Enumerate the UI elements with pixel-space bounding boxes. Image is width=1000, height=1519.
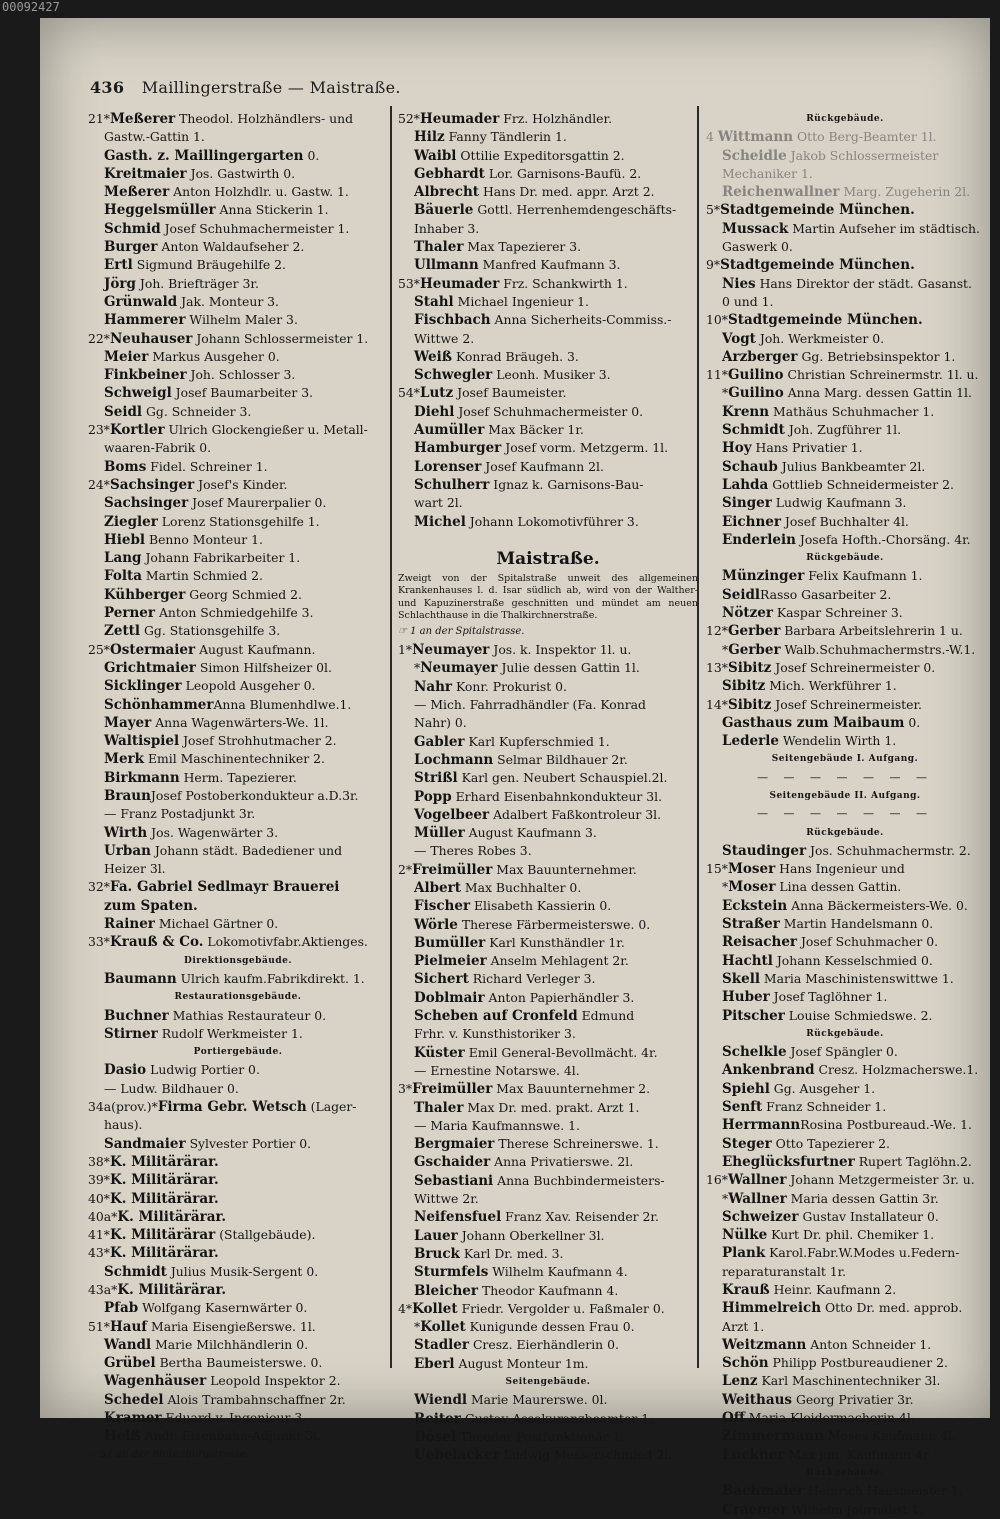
cross-reference: ☞ 51 an der Blutenburgstrasse. <box>88 1448 249 1460</box>
directory-entry: SchönhammerAnna Blumenhdlwe.1. <box>104 696 352 713</box>
directory-entry: 16*Wallner Johann Metzgermeister 3r. u. <box>706 1172 975 1189</box>
directory-entry: Urban Johann städt. Badediener und <box>104 842 343 859</box>
directory-entry: 43*K. Militärärar. <box>88 1245 219 1262</box>
directory-entry: *Moser Lina dessen Gattin. <box>722 879 902 896</box>
directory-entry: 15*Moser Hans Ingenieur und <box>706 861 905 878</box>
directory-entry: Singer Ludwig Kaufmann 3. <box>722 495 907 512</box>
directory-entry: Scheidle Jakob Schlossermeister <box>722 147 939 164</box>
directory-entry: 10*Stadtgemeinde München. <box>706 312 923 329</box>
directory-entry: Zimmermann Moses Kaufmann 4l. <box>722 1428 957 1445</box>
directory-entry: Inhaber 3. <box>414 220 480 236</box>
directory-entry: Sichert Richard Verleger 3. <box>414 971 596 988</box>
directory-entry: Senft Franz Schneider 1. <box>722 1099 887 1116</box>
directory-entry: Grichtmaier Simon Hilfsheizer 0l. <box>104 659 332 676</box>
street-heading: Maistraße. <box>496 548 600 569</box>
directory-entry: Schmidt Julius Musik-Sergent 0. <box>104 1263 319 1280</box>
building-section-label: Rückgebäude. <box>806 1028 884 1039</box>
directory-entry: Mayer Anna Wagenwärters-We. 1l. <box>104 714 329 731</box>
directory-entry: Schön Philipp Postbureaudiener 2. <box>722 1355 948 1372</box>
directory-entry: Spiehl Gg. Ausgeher 1. <box>722 1080 876 1097</box>
directory-entry: Gebhardt Lor. Garnisons-Baufü. 2. <box>414 165 642 182</box>
directory-entry: Hoy Hans Privatier 1. <box>722 440 863 457</box>
directory-entry: — Mich. Fahrradhändler (Fa. Konrad <box>414 697 646 713</box>
directory-entry: Arzt 1. <box>722 1318 765 1334</box>
directory-entry: Lorenser Josef Kaufmann 2l. <box>414 458 604 475</box>
directory-entry: Schmidt Joh. Zugführer 1l. <box>722 422 902 439</box>
directory-entry: Reisacher Josef Schuhmacher 0. <box>722 934 939 951</box>
building-section-label: Restaurationsgebäude. <box>174 992 302 1003</box>
directory-entry: 40a*K. Militärärar. <box>88 1208 227 1225</box>
directory-entry: 52*Heumader Frz. Holzhändler. <box>398 111 613 127</box>
directory-entry: Eckstein Anna Bäckermeisters-We. 0. <box>722 897 968 914</box>
directory-entry: Ertl Sigmund Bräugehilfe 2. <box>104 257 286 274</box>
directory-entry: Schaub Julius Bankbeamter 2l. <box>722 458 926 475</box>
directory-entry: SeidlRasso Gasarbeiter 2. <box>722 586 892 603</box>
directory-entry: 53*Heumader Frz. Schankwirth 1. <box>398 275 628 292</box>
directory-entry: Wörle Therese Färbermeisterswe. 0. <box>414 916 651 933</box>
directory-entry: Reichenwallner Marg. Zugeherin 2l. <box>722 184 971 201</box>
building-section-label: Seitengebäude I. Aufgang. <box>771 754 919 765</box>
directory-entry: 25*Ostermaier August Kaufmann. <box>88 641 316 658</box>
building-section-label: Rückgebäude. <box>806 114 884 124</box>
directory-entry: Ankenbrand Cresz. Holzmacherswe.1. <box>722 1062 979 1079</box>
directory-entry: BraunJosef Postoberkondukteur a.D.3r. <box>104 787 359 804</box>
directory-entry: 54*Lutz Josef Baumeister. <box>398 385 567 402</box>
directory-entry: — Ernestine Notarswe. 4l. <box>414 1062 580 1078</box>
directory-entry: Waltispiel Josef Strohhutmacher 2. <box>104 733 337 750</box>
directory-entry: Nahr Konr. Prokurist 0. <box>414 678 567 695</box>
scan-id: 00092427 <box>2 0 60 14</box>
building-section-label: Seitengebäude. <box>505 1377 591 1387</box>
column-1 <box>88 110 388 1464</box>
directory-entry: Mussack Martin Aufseher im städtisch. <box>722 220 980 237</box>
directory-entry: Sibitz Mich. Werkführer 1. <box>722 678 897 695</box>
directory-entry: Eichner Josef Buchhalter 4l. <box>722 513 909 530</box>
directory-entry: 4*Kollet Friedr. Vergolder u. Faßmaler 0. <box>398 1300 665 1317</box>
directory-entry: reparaturanstalt 1r. <box>722 1263 847 1279</box>
separator: — — — — — — — <box>757 770 933 784</box>
directory-entry: — Theres Robes 3. <box>414 843 532 859</box>
directory-entry: 14*Sibitz Josef Schreinermeister. <box>706 696 922 713</box>
directory-entry: Wittwe 2. <box>414 330 475 346</box>
directory-entry: Himmelreich Otto Dr. med. approb. <box>722 1300 963 1317</box>
column-divider <box>390 106 392 1368</box>
directory-entry: Strißl Karl gen. Neubert Schauspiel.2l. <box>414 770 668 787</box>
directory-entry: Sebastiani Anna Buchbindermeisters- <box>414 1172 665 1189</box>
directory-entry: Albert Max Buchhalter 0. <box>414 879 582 896</box>
directory-entry: Neifensfuel Franz Xav. Reisender 2r. <box>414 1209 659 1226</box>
directory-entry: Buchner Mathias Restaurateur 0. <box>104 1007 327 1024</box>
page-header <box>90 78 401 97</box>
directory-entry: Plank Karol.Fabr.W.Modes u.Federn- <box>722 1245 960 1262</box>
directory-entry: 21*Meßerer Theodol. Holzhändlers- und <box>88 111 354 127</box>
directory-entry: 11*Guilino Christian Schreinermstr. 1l. u. <box>706 367 979 384</box>
directory-entry: Ullmann Manfred Kaufmann 3. <box>414 257 621 274</box>
directory-entry: *Wallner Maria dessen Gattin 3r. <box>722 1190 939 1207</box>
directory-entry: Sturmfels Wilhelm Kaufmann 4. <box>414 1264 628 1281</box>
directory-entry: Dösel Theodor Postfunktionär 1. <box>414 1428 625 1445</box>
directory-entry: Schmid Josef Schuhmachermeister 1. <box>104 220 350 237</box>
directory-entry: Wirth Jos. Wagenwärter 3. <box>104 824 279 841</box>
cross-reference: ☞ 1 an der Spitalstrasse. <box>398 625 525 637</box>
directory-entry: Luckner Max jun. Kaufmann 4r. <box>722 1446 932 1463</box>
directory-entry: Krenn Mathäus Schuhmacher 1. <box>722 403 935 420</box>
directory-entry: Stadler Cresz. Eierhändlerin 0. <box>414 1337 619 1354</box>
directory-entry: Stirner Rudolf Werkmeister 1. <box>104 1025 303 1042</box>
directory-entry: Lochmann Selmar Bildhauer 2r. <box>414 751 628 768</box>
directory-entry: Birkmann Herm. Tapezierer. <box>104 769 297 786</box>
directory-entry: Doblmair Anton Papierhändler 3. <box>414 989 635 1006</box>
directory-entry: Seidl Gg. Schneider 3. <box>104 403 252 420</box>
page-number: 436 <box>90 78 125 97</box>
building-section-label: Rückgebäude. <box>806 1467 884 1478</box>
directory-entry: HerrmannRosina Postbureaud.-We. 1. <box>722 1117 972 1134</box>
directory-entry: Weiß Konrad Bräugeh. 3. <box>414 348 579 365</box>
directory-entry: Fischer Elisabeth Kassierin 0. <box>414 898 612 915</box>
directory-entry: Thaler Max Dr. med. prakt. Arzt 1. <box>414 1099 640 1116</box>
directory-entry: Nies Hans Direktor der städt. Gasanst. <box>722 275 972 292</box>
directory-entry: Heiß Andr. Eisenbahn-Adjunkt 3l. <box>104 1428 322 1445</box>
directory-entry: Münzinger Felix Kaufmann 1. <box>722 568 923 585</box>
building-section-label: Seitengebäude II. Aufgang. <box>769 790 921 801</box>
directory-entry: Bäuerle Gottl. Herrenhemdengeschäfts- <box>414 202 677 219</box>
directory-entry: 34a(prov.)*Firma Gebr. Wetsch (Lager- <box>88 1099 357 1116</box>
directory-entry: Meßerer Anton Holzhdlr. u. Gastw. 1. <box>104 184 349 201</box>
directory-entry: Jörg Joh. Briefträger 3r. <box>104 275 259 292</box>
directory-entry: Gabler Karl Kupferschmied 1. <box>414 733 610 750</box>
directory-entry: Schulherr Ignaz k. Garnisons-Bau- <box>414 476 644 493</box>
directory-entry: Schelkle Josef Spängler 0. <box>722 1044 898 1061</box>
page-title: Maillingerstraße — Maistraße. <box>141 78 401 97</box>
directory-entry: Staudinger Jos. Schuhmachermstr. 2. <box>722 842 971 859</box>
directory-entry: Weitzmann Anton Schneider 1. <box>722 1336 932 1353</box>
directory-entry: 32*Fa. Gabriel Sedlmayr Brauerei <box>88 879 340 896</box>
directory-entry: — Franz Postadjunkt 3r. <box>104 806 256 822</box>
directory-entry: Waibl Ottilie Expeditorsgattin 2. <box>414 147 625 164</box>
directory-entry: Reiter Gustav Assekuranzbeamter 1. <box>414 1410 654 1427</box>
directory-entry: Gschaider Anna Privatierswe. 2l. <box>414 1154 634 1171</box>
directory-entry: Schedel Alois Trambahnschaffner 2r. <box>104 1391 346 1408</box>
directory-entry: Bergmaier Therese Schreinerswe. 1. <box>414 1136 659 1153</box>
directory-entry: Pielmeier Anselm Mehlagent 2r. <box>414 953 629 970</box>
directory-entry: Wagenhäuser Leopold Inspektor 2. <box>104 1373 341 1390</box>
directory-entry: Lederle Wendelin Wirth 1. <box>722 733 897 750</box>
directory-entry: Gasth. z. Maillingergarten 0. <box>104 147 320 164</box>
directory-entry: 33*Krauß & Co. Lokomotivfabr.Aktienges. <box>88 934 368 951</box>
building-section-label: Portiergebäude. <box>193 1047 283 1058</box>
directory-entry: Zettl Gg. Stationsgehilfe 3. <box>104 623 281 640</box>
directory-entry: 2*Freimüller Max Bauunternehmer. <box>398 861 637 878</box>
directory-entry: Off Maria Kleidermacherin 4l. <box>722 1410 915 1427</box>
directory-entry: Gasthaus zum Maibaum 0. <box>722 714 921 731</box>
directory-entry: 38*K. Militärärar. <box>88 1153 219 1170</box>
building-section-label: Direktionsgebäude. <box>184 955 292 966</box>
directory-entry: Küster Emil General-Bevollmächt. 4r. <box>414 1044 658 1061</box>
directory-entry: Sandmaier Sylvester Portier 0. <box>104 1135 312 1152</box>
directory-entry: Lahda Gottlieb Schneidermeister 2. <box>722 476 954 493</box>
directory-entry: 22*Neuhauser Johann Schlossermeister 1. <box>88 330 369 347</box>
directory-entry: Steger Otto Tapezierer 2. <box>722 1135 890 1152</box>
directory-entry: *Neumayer Julie dessen Gattin 1l. <box>414 660 640 677</box>
directory-entry: Fischbach Anna Sicherheits-Commiss.- <box>414 312 672 329</box>
directory-entry: 51*Hauf Maria Eisengießerswe. 1l. <box>88 1318 316 1335</box>
directory-entry: Stahl Michael Ingenieur 1. <box>414 293 589 310</box>
directory-entry: Kramer Eduard v. Ingenieur 3. <box>104 1410 307 1427</box>
directory-entry: Bachmaier Heinrich Hausmeister 1. <box>722 1483 963 1500</box>
directory-entry: Grünwald Jak. Monteur 3. <box>104 293 279 310</box>
directory-entry: Vogelbeer Adalbert Faßkontroleur 3l. <box>414 806 662 823</box>
directory-entry: Frhr. v. Kunsthistoriker 3. <box>414 1026 576 1042</box>
directory-entry: Rainer Michael Gärtner 0. <box>104 916 279 933</box>
street-description: Zweigt von der Spitalstraße unweit des allgemeinen Krankenhauses l. d. Isar südlich ab, wird von der Walther- und Kapuzinerstraße geschnitten und mündet am neuen Schlachthause in die Thalkirchnerstraße. <box>398 572 698 622</box>
directory-entry: Heizer 3l. <box>104 861 166 877</box>
directory-entry: Kühberger Georg Schmied 2. <box>104 586 302 603</box>
directory-entry: Schweizer Gustav Installateur 0. <box>722 1208 939 1225</box>
directory-entry: Pfab Wolfgang Kasernwärter 0. <box>104 1300 308 1317</box>
directory-entry: 43a*K. Militärärar. <box>88 1282 227 1298</box>
directory-entry: Gaswerk 0. <box>722 239 793 255</box>
directory-entry: Lenz Karl Maschinentechniker 3l. <box>722 1373 941 1390</box>
directory-entry: 13*Sibitz Josef Schreinermeister 0. <box>706 659 936 676</box>
directory-entry: Nötzer Kaspar Schreiner 3. <box>722 605 903 622</box>
directory-entry: Merk Emil Maschinentechniker 2. <box>104 751 325 768</box>
directory-entry: Hammerer Wilhelm Maler 3. <box>104 312 298 329</box>
directory-entry: 3*Freimüller Max Bauunternehmer 2. <box>398 1081 651 1098</box>
directory-entry: Schweigl Josef Baumarbeiter 3. <box>104 385 314 402</box>
directory-entry: *Kollet Kunigunde dessen Frau 0. <box>414 1319 635 1336</box>
directory-entry: Wiendl Marie Maurerswe. 0l. <box>414 1392 608 1409</box>
directory-entry: Aumüller Max Bäcker 1r. <box>414 422 584 439</box>
directory-entry: Sachsinger Josef Maurerpalier 0. <box>104 495 327 512</box>
directory-entry: Schwegler Leonh. Musiker 3. <box>414 367 611 384</box>
directory-entry: Heggelsmüller Anna Stickerin 1. <box>104 202 329 219</box>
directory-entry: Bruck Karl Dr. med. 3. <box>414 1245 564 1262</box>
directory-entry: Finkbeiner Joh. Schlosser 3. <box>104 367 296 384</box>
directory-entry: *Gerber Walb.Schuhmachermstrs.-W.1. <box>722 641 976 658</box>
directory-entry: Scheben auf Cronfeld Edmund <box>414 1008 635 1025</box>
directory-entry: Grübel Bertha Baumeisterswe. 0. <box>104 1355 323 1372</box>
directory-entry: 41*K. Militärärar (Stallgebäude). <box>88 1227 316 1244</box>
directory-entry: Perner Anton Schmiedgehilfe 3. <box>104 605 314 622</box>
separator: — — — — — — — <box>757 807 933 821</box>
directory-entry: Eheglücksfurtner Rupert Taglöhn.2. <box>722 1153 972 1170</box>
directory-entry: haus). <box>104 1117 143 1133</box>
directory-entry: Popp Erhard Eisenbahnkondukteur 3l. <box>414 788 663 805</box>
directory-entry: Skell Maria Maschinistenswittwe 1. <box>722 970 954 987</box>
directory-entry: Gastw.-Gattin 1. <box>104 129 205 145</box>
directory-entry: 5*Stadtgemeinde München. <box>706 202 915 219</box>
directory-entry: Sicklinger Leopold Ausgeher 0. <box>104 678 316 695</box>
directory-entry: 4 Wittmann Otto Berg-Beamter 1l. <box>706 129 937 146</box>
directory-entry: Arzberger Gg. Betriebsinspektor 1. <box>722 348 956 365</box>
directory-entry: Hiebl Benno Monteur 1. <box>104 531 263 548</box>
directory-entry: Boms Fidel. Schreiner 1. <box>104 458 268 475</box>
directory-entry: Dasio Ludwig Portier 0. <box>104 1062 260 1079</box>
directory-entry: 1*Neumayer Jos. k. Inspektor 1l. u. <box>398 642 632 659</box>
directory-entry: 0 und 1. <box>722 293 774 309</box>
directory-entry: Michel Johann Lokomotivführer 3. <box>414 513 639 530</box>
directory-entry: Lang Johann Fabrikarbeiter 1. <box>104 550 301 567</box>
directory-entry: 40*K. Militärärar. <box>88 1190 219 1207</box>
directory-entry: 12*Gerber Barbara Arbeitslehrerin 1 u. <box>706 623 963 640</box>
directory-entry: Krauß Heinr. Kaufmann 2. <box>722 1282 897 1298</box>
directory-entry: Diehl Josef Schuhmachermeister 0. <box>414 403 644 420</box>
directory-entry: Folta Martin Schmied 2. <box>104 568 263 585</box>
directory-entry: Straßer Martin Handelsmann 0. <box>722 916 934 933</box>
directory-entry: Burger Anton Waldaufseher 2. <box>104 239 305 256</box>
directory-entry: — Maria Kaufmannswe. 1. <box>414 1117 580 1133</box>
directory-entry: zum Spaten. <box>104 897 198 914</box>
directory-entry: Nahr) 0. <box>414 715 467 731</box>
directory-entry: 39*K. Militärärar. <box>88 1172 219 1189</box>
directory-entry: Enderlein Josefa Hofth.-Chorsäng. 4r. <box>722 531 971 548</box>
directory-entry: Huber Josef Taglöhner 1. <box>722 989 888 1006</box>
directory-entry: Hamburger Josef vorm. Metzgerm. 1l. <box>414 440 669 457</box>
directory-entry: Baumann Ulrich kaufm.Fabrikdirekt. 1. <box>104 970 365 987</box>
directory-entry: *Guilino Anna Marg. dessen Gattin 1l. <box>722 385 972 402</box>
directory-entry: Ziegler Lorenz Stationsgehilfe 1. <box>104 513 320 530</box>
directory-entry: 9*Stadtgemeinde München. <box>706 257 915 274</box>
directory-entry: Bumüller Karl Kunsthändler 1r. <box>414 934 625 951</box>
directory-entry: Meier Markus Ausgeher 0. <box>104 348 280 365</box>
directory-entry: Wandl Marie Milchhändlerin 0. <box>104 1336 309 1353</box>
directory-entry: Hachtl Johann Kesselschmied 0. <box>722 952 933 969</box>
directory-entry: — Ludw. Bildhauer 0. <box>104 1080 239 1096</box>
directory-entry: Bleicher Theodor Kaufmann 4. <box>414 1282 619 1299</box>
directory-entry: Pitscher Louise Schmiedswe. 2. <box>722 1007 933 1024</box>
directory-entry: Müller August Kaufmann 3. <box>414 825 597 842</box>
directory-entry: Eberl August Monteur 1m. <box>414 1355 589 1372</box>
directory-entry: Uebelacker Ludwig Messerschmied 2l. <box>414 1447 673 1464</box>
column-2 <box>398 110 698 1464</box>
directory-entry: Wittwe 2r. <box>414 1191 479 1207</box>
directory-entry: wart 2l. <box>414 495 463 511</box>
directory-entry: 24*Sachsinger Josef's Kinder. <box>88 476 288 493</box>
directory-entry: Mechaniker 1. <box>722 165 813 181</box>
directory-entry: Lauer Johann Oberkellner 3l. <box>414 1227 605 1244</box>
directory-entry: Kreitmaier Jos. Gastwirth 0. <box>104 165 296 182</box>
directory-entry: Albrecht Hans Dr. med. appr. Arzt 2. <box>414 184 655 201</box>
directory-entry: Hilz Fanny Tändlerin 1. <box>414 129 567 146</box>
directory-entry: 23*Kortler Ulrich Glockengießer u. Metall- <box>88 422 368 439</box>
directory-entry: Weithaus Georg Privatier 3r. <box>722 1391 914 1408</box>
directory-entry: waaren-Fabrik 0. <box>104 440 212 456</box>
directory-entry: Vogt Joh. Werkmeister 0. <box>722 330 885 347</box>
building-section-label: Rückgebäude. <box>806 553 884 564</box>
directory-entry: Thaler Max Tapezierer 3. <box>414 239 582 256</box>
column-3 <box>706 110 984 1519</box>
building-section-label: Rückgebäude. <box>806 827 884 838</box>
directory-entry: Nülke Kurt Dr. phil. Chemiker 1. <box>722 1227 935 1244</box>
directory-entry: Craemer Wilhelm Journalist 1. <box>722 1501 924 1518</box>
